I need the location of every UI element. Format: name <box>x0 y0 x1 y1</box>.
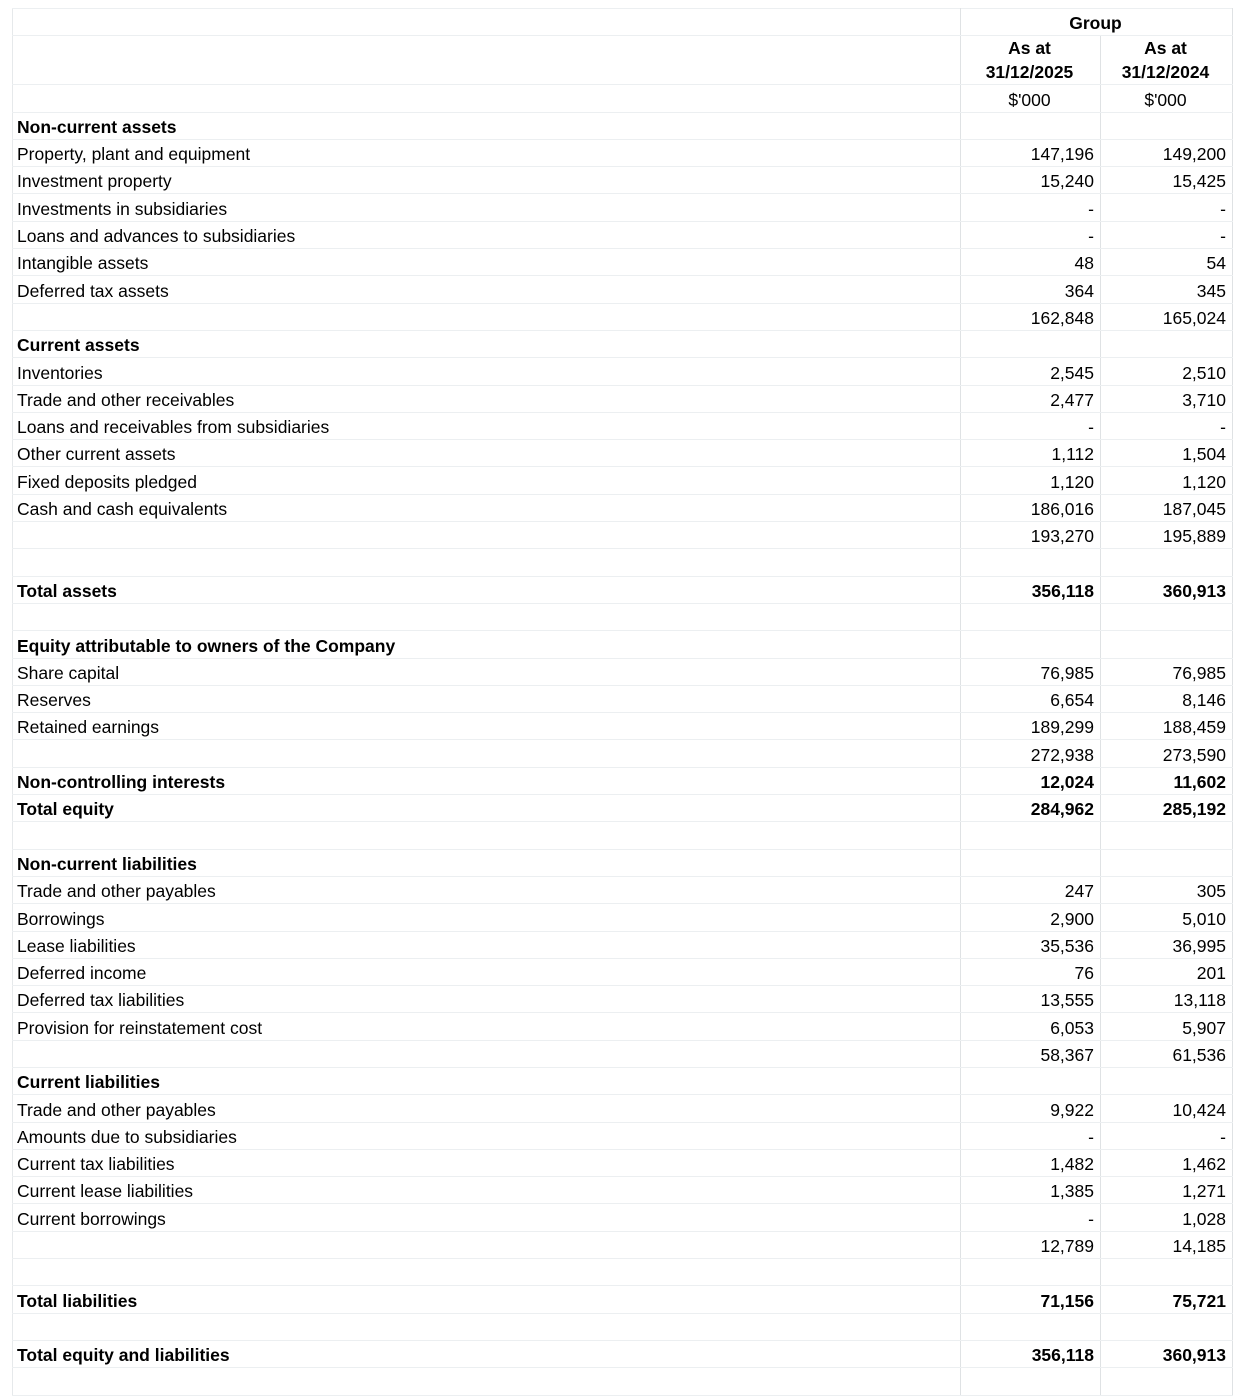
row-value-2025: 284,962 <box>961 795 1101 822</box>
row-value-2024 <box>1101 849 1233 876</box>
table-row <box>13 685 1233 712</box>
row-label: Other current assets <box>13 440 621 467</box>
row-value-2025: 356,118 <box>961 576 1101 603</box>
row-spacer <box>621 167 961 194</box>
row-spacer <box>621 494 961 521</box>
row-value-2025: 35,536 <box>961 931 1101 958</box>
row-spacer <box>621 412 961 439</box>
row-value-2024: 285,192 <box>1101 795 1233 822</box>
row-spacer <box>621 194 961 221</box>
row-label: Borrowings <box>13 904 621 931</box>
row-spacer <box>621 631 961 658</box>
table-row <box>13 194 1233 221</box>
table-row <box>13 1149 1233 1176</box>
row-spacer <box>621 822 961 849</box>
row-value-2024: 2,510 <box>1101 358 1233 385</box>
row-value-2025: 147,196 <box>961 139 1101 166</box>
row-spacer <box>621 1368 961 1395</box>
row-value-2025 <box>961 1067 1101 1094</box>
row-value-2024: 345 <box>1101 276 1233 303</box>
row-value-2024 <box>1101 1259 1233 1286</box>
row-spacer <box>621 931 961 958</box>
header-blank-label-3 <box>13 85 621 112</box>
row-label: Non-current assets <box>13 112 621 139</box>
row-value-2024: - <box>1101 194 1233 221</box>
row-value-2024: - <box>1101 221 1233 248</box>
table-row <box>13 330 1233 357</box>
row-label-empty <box>13 1231 621 1258</box>
row-label: Current tax liabilities <box>13 1149 621 1176</box>
row-value-2025: - <box>961 1122 1101 1149</box>
row-label: Deferred tax liabilities <box>13 986 621 1013</box>
table-row <box>13 876 1233 903</box>
row-value-2024: 13,118 <box>1101 986 1233 1013</box>
row-spacer <box>621 1040 961 1067</box>
table-row <box>13 139 1233 166</box>
row-value-2025 <box>961 330 1101 357</box>
row-spacer <box>621 549 961 576</box>
header-blank-label-2 <box>13 36 621 85</box>
row-value-2024: 1,462 <box>1101 1149 1233 1176</box>
row-spacer <box>621 522 961 549</box>
row-spacer <box>621 576 961 603</box>
row-spacer <box>621 358 961 385</box>
table-row <box>13 522 1233 549</box>
row-spacer <box>621 276 961 303</box>
row-spacer <box>621 876 961 903</box>
row-value-2024: 11,602 <box>1101 767 1233 794</box>
row-value-2025: 12,789 <box>961 1231 1101 1258</box>
row-value-2024: 305 <box>1101 876 1233 903</box>
row-value-2025: 9,922 <box>961 1095 1101 1122</box>
table-row <box>13 740 1233 767</box>
table-row <box>13 631 1233 658</box>
table-row <box>13 112 1233 139</box>
header-date-col1 <box>961 36 1101 85</box>
table-row <box>13 221 1233 248</box>
row-spacer <box>621 139 961 166</box>
table-row <box>13 467 1233 494</box>
header-blank-spacer-3 <box>621 85 961 112</box>
row-spacer <box>621 685 961 712</box>
row-label: Current liabilities <box>13 1067 621 1094</box>
row-value-2025: 247 <box>961 876 1101 903</box>
row-value-2025: 364 <box>961 276 1101 303</box>
row-label: Non-controlling interests <box>13 767 621 794</box>
row-value-2024: 360,913 <box>1101 1340 1233 1367</box>
table-row <box>13 1040 1233 1067</box>
row-label: Investment property <box>13 167 621 194</box>
row-spacer <box>621 1204 961 1231</box>
row-label-empty <box>13 1368 621 1395</box>
header-row-dates <box>13 36 1233 85</box>
table-body <box>13 9 1233 1396</box>
row-value-2025 <box>961 1313 1101 1340</box>
row-label-empty <box>13 740 621 767</box>
row-label: Total liabilities <box>13 1286 621 1313</box>
table-row <box>13 1067 1233 1094</box>
row-label: Non-current liabilities <box>13 849 621 876</box>
table-row <box>13 1013 1233 1040</box>
row-label: Deferred tax assets <box>13 276 621 303</box>
row-spacer <box>621 1013 961 1040</box>
table-row <box>13 167 1233 194</box>
row-label: Trade and other payables <box>13 876 621 903</box>
row-value-2024: 5,907 <box>1101 1013 1233 1040</box>
row-label-empty <box>13 822 621 849</box>
row-value-2024: 165,024 <box>1101 303 1233 330</box>
row-spacer <box>621 112 961 139</box>
header-row-units <box>13 85 1233 112</box>
row-value-2024 <box>1101 1368 1233 1395</box>
table-row <box>13 1368 1233 1395</box>
row-label: Intangible assets <box>13 249 621 276</box>
row-label: Current lease liabilities <box>13 1177 621 1204</box>
row-spacer <box>621 1149 961 1176</box>
header-row-group <box>13 9 1233 36</box>
header-group-label: Group <box>961 9 1233 36</box>
row-value-2025: 272,938 <box>961 740 1101 767</box>
table-row <box>13 986 1233 1013</box>
row-value-2024: 201 <box>1101 958 1233 985</box>
row-label: Current assets <box>13 330 621 357</box>
row-label: Loans and advances to subsidiaries <box>13 221 621 248</box>
table-row <box>13 249 1233 276</box>
row-label-empty <box>13 1259 621 1286</box>
row-label: Lease liabilities <box>13 931 621 958</box>
header-date-col1-line2: 31/12/2025 <box>985 62 1074 83</box>
row-label: Cash and cash equivalents <box>13 494 621 521</box>
row-spacer <box>621 904 961 931</box>
row-label: Property, plant and equipment <box>13 139 621 166</box>
row-value-2024 <box>1101 112 1233 139</box>
row-value-2024: 15,425 <box>1101 167 1233 194</box>
header-unit-col2: $'000 <box>1101 85 1233 112</box>
table-row <box>13 358 1233 385</box>
row-value-2025 <box>961 849 1101 876</box>
row-value-2025: 58,367 <box>961 1040 1101 1067</box>
row-value-2024: 75,721 <box>1101 1286 1233 1313</box>
header-date-col1-line1: As at <box>1008 38 1051 59</box>
balance-sheet-page <box>0 8 1244 1382</box>
table-row <box>13 440 1233 467</box>
row-label: Amounts due to subsidiaries <box>13 1122 621 1149</box>
row-spacer <box>621 385 961 412</box>
row-label: Equity attributable to owners of the Company <box>13 631 621 658</box>
row-value-2025: 356,118 <box>961 1340 1101 1367</box>
row-value-2025: 1,385 <box>961 1177 1101 1204</box>
row-label: Investments in subsidiaries <box>13 194 621 221</box>
row-spacer <box>621 1231 961 1258</box>
table-row <box>13 849 1233 876</box>
row-value-2025: 71,156 <box>961 1286 1101 1313</box>
table-row <box>13 1177 1233 1204</box>
row-value-2024: 149,200 <box>1101 139 1233 166</box>
row-spacer <box>621 740 961 767</box>
row-value-2024: 1,271 <box>1101 1177 1233 1204</box>
row-label: Inventories <box>13 358 621 385</box>
header-blank-spacer <box>621 9 961 36</box>
table-row <box>13 385 1233 412</box>
row-spacer <box>621 767 961 794</box>
table-row <box>13 276 1233 303</box>
row-value-2025: 2,900 <box>961 904 1101 931</box>
row-label: Fixed deposits pledged <box>13 467 621 494</box>
table-row <box>13 494 1233 521</box>
row-label-empty <box>13 1313 621 1340</box>
row-value-2025 <box>961 603 1101 630</box>
row-spacer <box>621 986 961 1013</box>
row-value-2025: 186,016 <box>961 494 1101 521</box>
row-spacer <box>621 303 961 330</box>
table-row <box>13 603 1233 630</box>
row-label: Current borrowings <box>13 1204 621 1231</box>
row-value-2025: - <box>961 194 1101 221</box>
row-spacer <box>621 467 961 494</box>
row-value-2025: - <box>961 221 1101 248</box>
row-spacer <box>621 1122 961 1149</box>
row-value-2025: 1,482 <box>961 1149 1101 1176</box>
table-row <box>13 1095 1233 1122</box>
balance-sheet-table <box>12 8 1233 1396</box>
table-row <box>13 1340 1233 1367</box>
row-value-2024: 188,459 <box>1101 713 1233 740</box>
row-spacer <box>621 603 961 630</box>
table-row <box>13 1204 1233 1231</box>
row-spacer <box>621 1095 961 1122</box>
row-label-empty <box>13 522 621 549</box>
row-value-2024: 195,889 <box>1101 522 1233 549</box>
row-value-2024 <box>1101 1067 1233 1094</box>
header-blank-label <box>13 9 621 36</box>
row-value-2024: 14,185 <box>1101 1231 1233 1258</box>
table-row <box>13 958 1233 985</box>
row-value-2025: 2,477 <box>961 385 1101 412</box>
row-label: Reserves <box>13 685 621 712</box>
table-row <box>13 822 1233 849</box>
row-spacer <box>621 1067 961 1094</box>
row-spacer <box>621 1177 961 1204</box>
row-spacer <box>621 958 961 985</box>
row-value-2024: 54 <box>1101 249 1233 276</box>
row-spacer <box>621 330 961 357</box>
row-value-2025: - <box>961 1204 1101 1231</box>
row-value-2025 <box>961 549 1101 576</box>
row-value-2025: 1,112 <box>961 440 1101 467</box>
row-spacer <box>621 658 961 685</box>
row-label: Total equity and liabilities <box>13 1340 621 1367</box>
row-value-2024: 36,995 <box>1101 931 1233 958</box>
table-row <box>13 713 1233 740</box>
header-date-col2-line2: 31/12/2024 <box>1121 62 1210 83</box>
row-value-2024: 1,120 <box>1101 467 1233 494</box>
header-date-col2 <box>1101 36 1233 85</box>
row-value-2024: 1,028 <box>1101 1204 1233 1231</box>
row-value-2025 <box>961 822 1101 849</box>
row-spacer <box>621 849 961 876</box>
table-row <box>13 931 1233 958</box>
row-spacer <box>621 249 961 276</box>
row-spacer <box>621 713 961 740</box>
table-row <box>13 795 1233 822</box>
row-value-2025: 162,848 <box>961 303 1101 330</box>
row-label: Deferred income <box>13 958 621 985</box>
table-row <box>13 549 1233 576</box>
row-value-2024: 8,146 <box>1101 685 1233 712</box>
row-value-2025 <box>961 631 1101 658</box>
row-label: Trade and other payables <box>13 1095 621 1122</box>
row-label-empty <box>13 1040 621 1067</box>
row-value-2024: 360,913 <box>1101 576 1233 603</box>
table-row <box>13 1259 1233 1286</box>
row-spacer <box>621 795 961 822</box>
row-value-2025: 189,299 <box>961 713 1101 740</box>
row-value-2025: 2,545 <box>961 358 1101 385</box>
table-row <box>13 412 1233 439</box>
table-row <box>13 1122 1233 1149</box>
row-label-empty <box>13 603 621 630</box>
table-row <box>13 767 1233 794</box>
table-row <box>13 303 1233 330</box>
row-label: Provision for reinstatement cost <box>13 1013 621 1040</box>
row-value-2024: 1,504 <box>1101 440 1233 467</box>
table-row <box>13 904 1233 931</box>
header-date-col2-line1: As at <box>1144 38 1187 59</box>
header-unit-col1: $'000 <box>961 85 1101 112</box>
row-value-2025: 6,053 <box>961 1013 1101 1040</box>
row-value-2024 <box>1101 603 1233 630</box>
row-value-2024 <box>1101 549 1233 576</box>
row-value-2024: - <box>1101 412 1233 439</box>
row-value-2024: 3,710 <box>1101 385 1233 412</box>
row-value-2024: 273,590 <box>1101 740 1233 767</box>
table-row <box>13 1231 1233 1258</box>
row-value-2025: 76 <box>961 958 1101 985</box>
row-value-2024: 61,536 <box>1101 1040 1233 1067</box>
row-value-2025 <box>961 1368 1101 1395</box>
table-row <box>13 658 1233 685</box>
row-label: Retained earnings <box>13 713 621 740</box>
row-value-2024: 187,045 <box>1101 494 1233 521</box>
row-spacer <box>621 1259 961 1286</box>
row-value-2025: 13,555 <box>961 986 1101 1013</box>
row-value-2024 <box>1101 1313 1233 1340</box>
row-value-2025: 48 <box>961 249 1101 276</box>
row-spacer <box>621 1286 961 1313</box>
table-row <box>13 576 1233 603</box>
row-value-2024: 76,985 <box>1101 658 1233 685</box>
header-blank-spacer-2 <box>621 36 961 85</box>
row-value-2025 <box>961 112 1101 139</box>
row-value-2025: 76,985 <box>961 658 1101 685</box>
row-value-2025: - <box>961 412 1101 439</box>
row-value-2025 <box>961 1259 1101 1286</box>
row-label: Total assets <box>13 576 621 603</box>
row-value-2025: 193,270 <box>961 522 1101 549</box>
table-row <box>13 1313 1233 1340</box>
row-value-2025: 1,120 <box>961 467 1101 494</box>
row-value-2025: 15,240 <box>961 167 1101 194</box>
row-value-2025: 12,024 <box>961 767 1101 794</box>
row-value-2024: 5,010 <box>1101 904 1233 931</box>
row-spacer <box>621 1313 961 1340</box>
row-label: Share capital <box>13 658 621 685</box>
row-label: Total equity <box>13 795 621 822</box>
row-spacer <box>621 221 961 248</box>
row-value-2024 <box>1101 822 1233 849</box>
row-value-2024: - <box>1101 1122 1233 1149</box>
row-value-2024 <box>1101 330 1233 357</box>
row-value-2024: 10,424 <box>1101 1095 1233 1122</box>
row-spacer <box>621 1340 961 1367</box>
row-value-2025: 6,654 <box>961 685 1101 712</box>
row-value-2024 <box>1101 631 1233 658</box>
row-label-empty <box>13 303 621 330</box>
row-label-empty <box>13 549 621 576</box>
table-row <box>13 1286 1233 1313</box>
row-spacer <box>621 440 961 467</box>
row-label: Loans and receivables from subsidiaries <box>13 412 621 439</box>
row-label: Trade and other receivables <box>13 385 621 412</box>
